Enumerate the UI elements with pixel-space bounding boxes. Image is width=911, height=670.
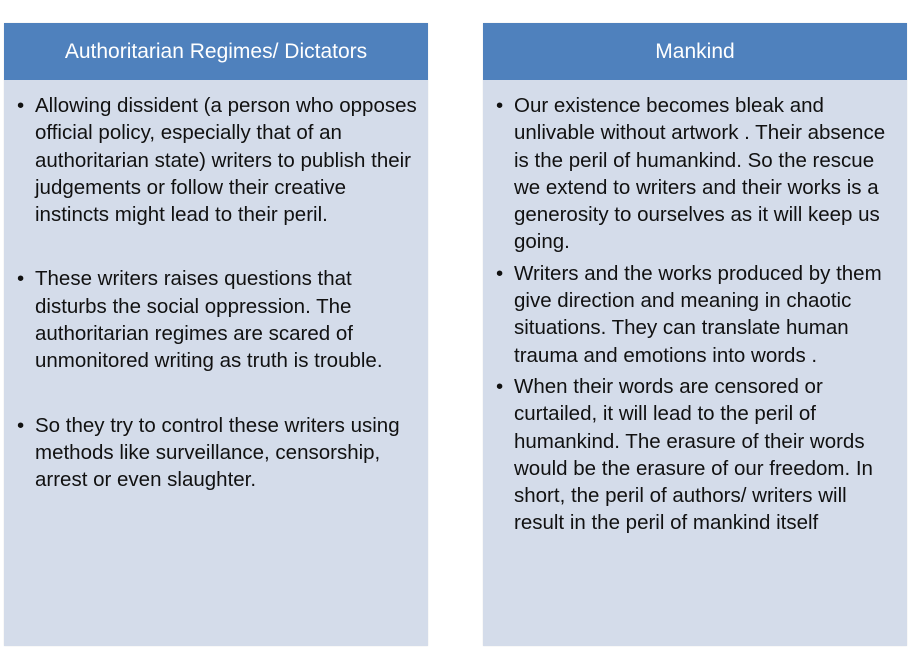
list-item bbox=[483, 373, 907, 537]
authoritarian-header bbox=[4, 23, 428, 80]
mankind-column bbox=[483, 23, 907, 646]
authoritarian-column bbox=[4, 23, 428, 646]
bullet-icon: • bbox=[17, 267, 25, 291]
mankind-header bbox=[483, 23, 907, 80]
mankind-title: Mankind bbox=[655, 39, 735, 63]
bullet-icon: • bbox=[496, 374, 504, 398]
list-item-text: When their words are censored or curtailed, it will lead to the peril of humankind. The erasure of their words would be the erasure of our freedom. In short, the peril of authors/ writers will result in the peril of mankind itself bbox=[514, 374, 873, 535]
list-item bbox=[483, 260, 907, 369]
list-item bbox=[4, 412, 428, 494]
authoritarian-list bbox=[4, 80, 428, 494]
list-item-text: Allowing dissident (a person who opposes official policy, especially that of an authoritarian state) writers to publish their judgements or follow their creative instincts might lead to their peril. bbox=[35, 94, 417, 227]
bullet-icon: • bbox=[17, 413, 25, 437]
bullet-icon: • bbox=[496, 261, 504, 285]
mankind-list bbox=[483, 80, 907, 537]
bullet-icon: • bbox=[17, 94, 25, 117]
authoritarian-title: Authoritarian Regimes/ Dictators bbox=[64, 39, 368, 63]
list-item-text: Our existence becomes bleak and unlivable without artwork . Their absence is the peril of humankind. So the rescue we extend to writers and their works is a generosity to ourselves as it will keep us going. bbox=[514, 94, 886, 254]
list-item-text: So they try to control these writers using methods like surveillance, censorship, arrest or even slaughter. bbox=[35, 413, 400, 492]
list-item bbox=[4, 265, 428, 374]
bullet-icon: • bbox=[496, 94, 504, 117]
list-item-text: These writers raises questions that disturbs the social oppression. The authoritarian regimes are scared of unmonitored writing as truth is trouble. bbox=[35, 267, 383, 373]
list-item bbox=[483, 92, 907, 256]
list-item-text: Writers and the works produced by them give direction and meaning in chaotic situations. They can translate human trauma and emotions into words . bbox=[514, 261, 882, 367]
list-item bbox=[4, 92, 428, 228]
